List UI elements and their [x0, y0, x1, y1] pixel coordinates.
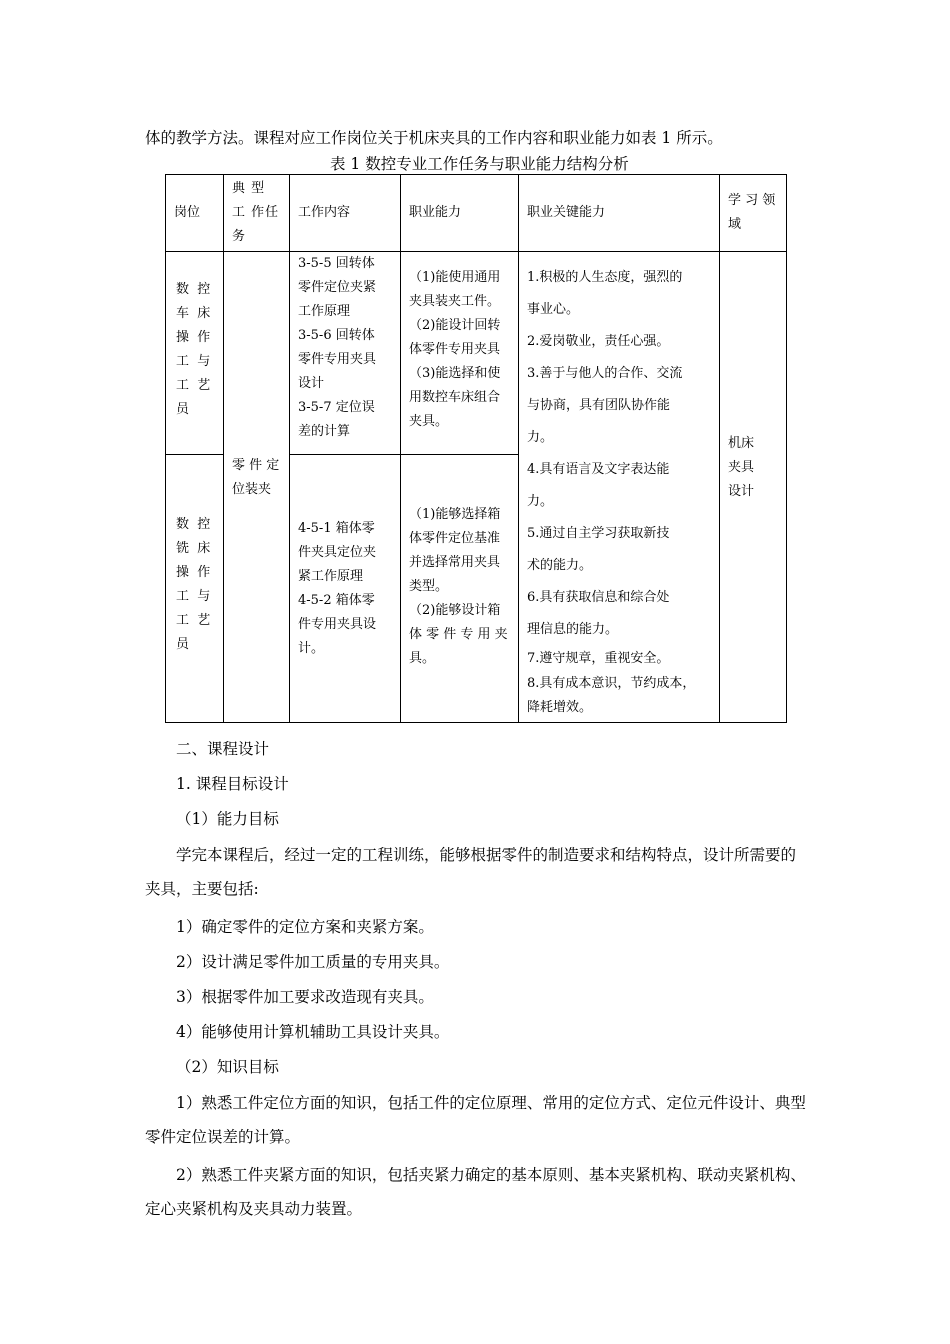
- content-cell-lathe: [290, 252, 401, 455]
- content-line: 差的计算: [298, 424, 351, 439]
- table-header-row: [166, 175, 787, 252]
- section-heading: 二、课程设计: [176, 740, 270, 758]
- key-ability-cell: [519, 252, 720, 723]
- key-ability-line: 术的能力。: [527, 558, 593, 573]
- key-ability-line: 力。: [527, 494, 554, 509]
- content-line: 计。: [298, 641, 325, 657]
- domain-line: 机床: [728, 436, 755, 451]
- header-ability: 职业能力: [401, 175, 519, 252]
- ability-item: 1）确定零件的定位方案和夹紧方案。: [176, 918, 434, 936]
- post-cell-lathe: [166, 252, 224, 455]
- ability-line: 具。: [409, 651, 436, 667]
- ability-cell-mill: [401, 455, 519, 723]
- content-line: 3-5-5 回转体: [298, 256, 375, 271]
- key-ability-line: 理信息的能力。: [527, 622, 619, 637]
- knowledge-goal-heading: （2）知识目标: [176, 1058, 279, 1076]
- content-line: 4-5-1 箱体零: [298, 521, 375, 537]
- key-ability-line: 力。: [527, 430, 554, 445]
- key-ability-line: 7.遵守规章，重视安全。: [527, 651, 670, 666]
- ability-line: （3)能选择和使: [409, 366, 501, 381]
- content-line: 设计: [298, 376, 325, 391]
- subsection-heading: 1. 课程目标设计: [176, 775, 289, 793]
- ability-line: （1)能使用通用: [409, 270, 501, 285]
- ability-line: 类型。: [409, 579, 449, 595]
- knowledge-item: 2）熟悉工件夹紧方面的知识，包括夹紧力确定的基本原则、基本夹紧机构、联动夹紧机构、定心夹紧机构及夹具动力装置。: [145, 1166, 806, 1218]
- key-ability-line: 2.爱岗敬业，责任心强。: [527, 334, 670, 349]
- ability-goal-heading: （1）能力目标: [176, 810, 279, 828]
- header-content: 工作内容: [290, 175, 401, 252]
- content-line: 紧工作原理: [298, 569, 364, 585]
- domain-cell: [720, 252, 787, 723]
- header-domain: 学 习 领 域: [720, 175, 787, 252]
- key-ability-line: 3.善于与他人的合作、交流: [527, 366, 683, 381]
- content-line: 零件定位夹紧: [298, 280, 377, 295]
- task-cell: [224, 252, 290, 723]
- ability-line: 体 零 件 专 用 夹: [409, 627, 508, 643]
- header-post: 岗位: [166, 175, 224, 252]
- post-line: 操 作: [176, 330, 211, 345]
- task-line: 零 件 定: [232, 458, 280, 473]
- post-line: 工 与: [176, 354, 211, 369]
- table-caption: 表 1 数控专业工作任务与职业能力结构分析: [330, 155, 629, 173]
- post-line: 数 控: [176, 517, 211, 533]
- ability-cell-lathe: [401, 252, 519, 455]
- ability-line: 夹具装夹工件。: [409, 294, 501, 309]
- content-line: 3-5-7 定位误: [298, 400, 375, 415]
- post-line: 铣 床: [176, 541, 211, 557]
- header-task: 典 型 工 作任务: [224, 175, 290, 252]
- key-ability-line: 5.通过自主学习获取新技: [527, 526, 670, 541]
- domain-line: 夹具: [728, 460, 755, 475]
- post-cell-mill: [166, 455, 224, 723]
- ability-line: （1)能够选择箱: [409, 507, 501, 523]
- task-line: 位装夹: [232, 482, 272, 497]
- key-ability-line: 4.具有语言及文字表达能: [527, 462, 670, 477]
- ability-line: （2)能设计回转: [409, 318, 501, 333]
- key-ability-line: 6.具有获取信息和综合处: [527, 590, 670, 605]
- content-line: 工作原理: [298, 304, 351, 319]
- header-key-ability: 职业关键能力: [519, 175, 720, 252]
- content-line: 4-5-2 箱体零: [298, 593, 375, 609]
- key-ability-line: 1.积极的人生态度，强烈的: [527, 270, 683, 285]
- key-ability-line: 8.具有成本意识，节约成本，: [527, 676, 696, 691]
- content-cell-mill: [290, 455, 401, 723]
- ability-item: 2）设计满足零件加工质量的专用夹具。: [176, 953, 450, 971]
- intro-line: 体的教学方法。课程对应工作岗位关于机床夹具的工作内容和职业能力如表 1 所示。: [145, 129, 723, 147]
- post-line: 工 与: [176, 589, 211, 605]
- post-line: 操 作: [176, 565, 211, 581]
- post-line: 员: [176, 402, 190, 417]
- ability-item: 4）能够使用计算机辅助工具设计夹具。: [176, 1023, 450, 1041]
- ability-intro-paragraph: 学完本课程后，经过一定的工程训练，能够根据零件的制造要求和结构特点，设计所需要的夹具，主要包括:: [145, 846, 797, 898]
- ability-line: 夹具。: [409, 414, 449, 429]
- ability-table: [165, 174, 787, 723]
- content-line: 3-5-6 回转体: [298, 328, 375, 343]
- ability-line: 体零件定位基准: [409, 531, 501, 547]
- post-line: 工 艺: [176, 613, 211, 629]
- key-ability-line: 事业心。: [527, 302, 580, 317]
- post-line: 员: [176, 637, 190, 653]
- content-line: 零件专用夹具: [298, 352, 377, 367]
- ability-line: 体零件专用夹具: [409, 342, 501, 357]
- key-ability-line: 降耗增效。: [527, 700, 593, 715]
- ability-line: 并选择常用夹具: [409, 555, 501, 571]
- ability-line: （2)能够设计箱: [409, 603, 501, 619]
- knowledge-item: 1）熟悉工件定位方面的知识，包括工件的定位原理、常用的定位方式、定位元件设计、典型零件定位误差的计算。: [145, 1094, 806, 1146]
- table-row: [166, 252, 787, 455]
- post-line: 数 控: [176, 282, 211, 297]
- content-line: 件专用夹具设: [298, 617, 377, 633]
- content-line: 件夹具定位夹: [298, 545, 377, 561]
- post-line: 车 床: [176, 306, 211, 321]
- key-ability-line: 与协商，具有团队协作能: [527, 398, 671, 413]
- domain-line: 设计: [728, 484, 755, 499]
- ability-line: 用数控车床组合: [409, 390, 501, 405]
- post-line: 工 艺: [176, 378, 211, 393]
- ability-item: 3）根据零件加工要求改造现有夹具。: [176, 988, 434, 1006]
